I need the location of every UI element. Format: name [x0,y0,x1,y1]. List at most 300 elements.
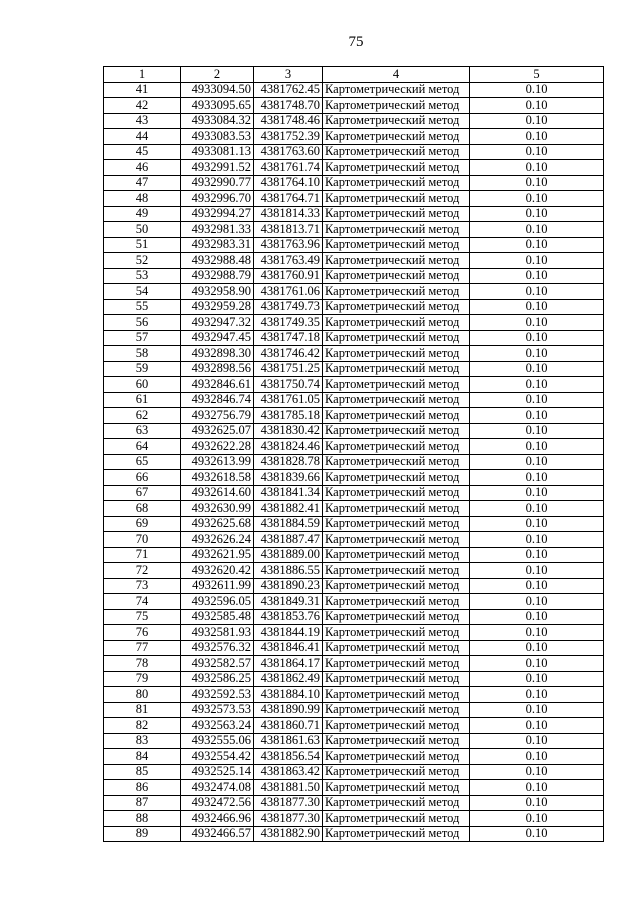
cell-method: Картометрический метод [323,253,470,269]
cell-x-coordinate: 4932620.42 [181,563,254,579]
cell-y-coordinate: 4381839.66 [254,470,323,486]
table-row [104,268,604,284]
cell-x-coordinate: 4932613.99 [181,454,254,470]
cell-y-coordinate: 4381860.71 [254,718,323,734]
cell-accuracy: 0.10 [470,129,604,145]
cell-y-coordinate: 4381747.18 [254,330,323,346]
cell-x-coordinate: 4932576.32 [181,640,254,656]
table-row [104,780,604,796]
cell-method: Картометрический метод [323,656,470,672]
cell-accuracy: 0.10 [470,98,604,114]
cell-point-number: 51 [104,237,181,253]
cell-x-coordinate: 4932596.05 [181,594,254,610]
table-row [104,718,604,734]
cell-y-coordinate: 4381762.45 [254,82,323,98]
cell-accuracy: 0.10 [470,656,604,672]
cell-y-coordinate: 4381813.71 [254,222,323,238]
cell-method: Картометрический метод [323,826,470,842]
table-row [104,516,604,532]
cell-x-coordinate: 4932563.24 [181,718,254,734]
cell-accuracy: 0.10 [470,113,604,129]
cell-x-coordinate: 4932586.25 [181,671,254,687]
cell-y-coordinate: 4381750.74 [254,377,323,393]
cell-method: Картометрический метод [323,485,470,501]
cell-accuracy: 0.10 [470,423,604,439]
cell-point-number: 42 [104,98,181,114]
table-row [104,563,604,579]
cell-x-coordinate: 4932898.30 [181,346,254,362]
cell-method: Картометрический метод [323,160,470,176]
cell-method: Картометрический метод [323,780,470,796]
cell-point-number: 87 [104,795,181,811]
cell-accuracy: 0.10 [470,470,604,486]
cell-y-coordinate: 4381814.33 [254,206,323,222]
cell-point-number: 86 [104,780,181,796]
table-row [104,160,604,176]
cell-point-number: 68 [104,501,181,517]
cell-method: Картометрический метод [323,144,470,160]
cell-method: Картометрический метод [323,609,470,625]
cell-y-coordinate: 4381763.60 [254,144,323,160]
cell-x-coordinate: 4932525.14 [181,764,254,780]
table-row [104,749,604,765]
table-row [104,640,604,656]
cell-accuracy: 0.10 [470,439,604,455]
cell-method: Картометрический метод [323,268,470,284]
cell-method: Картометрический метод [323,82,470,98]
cell-accuracy: 0.10 [470,516,604,532]
cell-point-number: 52 [104,253,181,269]
table-row [104,733,604,749]
table-row [104,144,604,160]
cell-point-number: 75 [104,609,181,625]
cell-y-coordinate: 4381763.96 [254,237,323,253]
cell-x-coordinate: 4933081.13 [181,144,254,160]
cell-x-coordinate: 4932981.33 [181,222,254,238]
table-row [104,113,604,129]
cell-accuracy: 0.10 [470,408,604,424]
cell-y-coordinate: 4381884.10 [254,687,323,703]
cell-y-coordinate: 4381884.59 [254,516,323,532]
cell-method: Картометрический метод [323,764,470,780]
cell-method: Картометрический метод [323,594,470,610]
cell-x-coordinate: 4932611.99 [181,578,254,594]
cell-point-number: 65 [104,454,181,470]
page-number: 75 [348,34,364,50]
cell-y-coordinate: 4381828.78 [254,454,323,470]
cell-y-coordinate: 4381846.41 [254,640,323,656]
cell-accuracy: 0.10 [470,237,604,253]
cell-method: Картометрический метод [323,470,470,486]
cell-point-number: 88 [104,811,181,827]
table-row [104,330,604,346]
cell-accuracy: 0.10 [470,206,604,222]
table-row [104,191,604,207]
table-row [104,470,604,486]
column-header-4: 4 [323,67,470,83]
cell-accuracy: 0.10 [470,191,604,207]
table-row [104,439,604,455]
table-row [104,625,604,641]
cell-accuracy: 0.10 [470,346,604,362]
column-header-1: 1 [104,67,181,83]
cell-x-coordinate: 4932474.08 [181,780,254,796]
cell-x-coordinate: 4932622.28 [181,439,254,455]
cell-accuracy: 0.10 [470,764,604,780]
coordinates-table [103,66,604,842]
cell-point-number: 64 [104,439,181,455]
cell-x-coordinate: 4932991.52 [181,160,254,176]
cell-point-number: 43 [104,113,181,129]
table-row [104,408,604,424]
cell-accuracy: 0.10 [470,532,604,548]
table-row [104,671,604,687]
cell-x-coordinate: 4932618.58 [181,470,254,486]
cell-method: Картометрический метод [323,795,470,811]
cell-accuracy: 0.10 [470,501,604,517]
cell-x-coordinate: 4932625.07 [181,423,254,439]
cell-accuracy: 0.10 [470,284,604,300]
cell-y-coordinate: 4381746.42 [254,346,323,362]
cell-method: Картометрический метод [323,547,470,563]
cell-y-coordinate: 4381824.46 [254,439,323,455]
cell-accuracy: 0.10 [470,702,604,718]
cell-point-number: 80 [104,687,181,703]
cell-accuracy: 0.10 [470,609,604,625]
table-row [104,578,604,594]
table-row [104,129,604,145]
cell-point-number: 60 [104,377,181,393]
cell-point-number: 85 [104,764,181,780]
cell-method: Картометрический метод [323,702,470,718]
cell-point-number: 45 [104,144,181,160]
cell-y-coordinate: 4381764.10 [254,175,323,191]
cell-accuracy: 0.10 [470,733,604,749]
cell-x-coordinate: 4933095.65 [181,98,254,114]
cell-y-coordinate: 4381760.91 [254,268,323,284]
cell-accuracy: 0.10 [470,253,604,269]
cell-point-number: 50 [104,222,181,238]
cell-y-coordinate: 4381761.74 [254,160,323,176]
cell-accuracy: 0.10 [470,826,604,842]
cell-x-coordinate: 4932573.53 [181,702,254,718]
cell-method: Картометрический метод [323,811,470,827]
cell-method: Картометрический метод [323,749,470,765]
cell-y-coordinate: 4381830.42 [254,423,323,439]
cell-accuracy: 0.10 [470,377,604,393]
table-row [104,547,604,563]
cell-y-coordinate: 4381748.46 [254,113,323,129]
cell-point-number: 79 [104,671,181,687]
cell-accuracy: 0.10 [470,144,604,160]
cell-accuracy: 0.10 [470,811,604,827]
cell-point-number: 70 [104,532,181,548]
cell-accuracy: 0.10 [470,299,604,315]
cell-method: Картометрический метод [323,671,470,687]
cell-y-coordinate: 4381890.23 [254,578,323,594]
cell-point-number: 63 [104,423,181,439]
cell-y-coordinate: 4381856.54 [254,749,323,765]
cell-point-number: 76 [104,625,181,641]
cell-point-number: 46 [104,160,181,176]
cell-method: Картометрический метод [323,718,470,734]
cell-point-number: 72 [104,563,181,579]
cell-x-coordinate: 4932959.28 [181,299,254,315]
cell-method: Картометрический метод [323,330,470,346]
cell-x-coordinate: 4933084.32 [181,113,254,129]
table-row [104,222,604,238]
cell-x-coordinate: 4932630.99 [181,501,254,517]
cell-method: Картометрический метод [323,392,470,408]
cell-x-coordinate: 4932472.56 [181,795,254,811]
cell-accuracy: 0.10 [470,687,604,703]
table-row [104,253,604,269]
cell-x-coordinate: 4932554.42 [181,749,254,765]
cell-point-number: 78 [104,656,181,672]
table-row [104,82,604,98]
cell-accuracy: 0.10 [470,749,604,765]
cell-accuracy: 0.10 [470,82,604,98]
cell-y-coordinate: 4381752.39 [254,129,323,145]
cell-y-coordinate: 4381877.30 [254,795,323,811]
cell-accuracy: 0.10 [470,268,604,284]
cell-method: Картометрический метод [323,532,470,548]
cell-y-coordinate: 4381844.19 [254,625,323,641]
column-header-3: 3 [254,67,323,83]
cell-method: Картометрический метод [323,113,470,129]
cell-point-number: 73 [104,578,181,594]
cell-accuracy: 0.10 [470,640,604,656]
cell-point-number: 61 [104,392,181,408]
cell-method: Картометрический метод [323,222,470,238]
cell-accuracy: 0.10 [470,671,604,687]
cell-x-coordinate: 4932555.06 [181,733,254,749]
cell-x-coordinate: 4932996.70 [181,191,254,207]
cell-x-coordinate: 4932756.79 [181,408,254,424]
cell-y-coordinate: 4381889.00 [254,547,323,563]
cell-method: Картометрический метод [323,578,470,594]
cell-point-number: 62 [104,408,181,424]
cell-method: Картометрический метод [323,175,470,191]
cell-x-coordinate: 4933094.50 [181,82,254,98]
cell-accuracy: 0.10 [470,780,604,796]
cell-accuracy: 0.10 [470,563,604,579]
cell-x-coordinate: 4932958.90 [181,284,254,300]
column-header-2: 2 [181,67,254,83]
cell-accuracy: 0.10 [470,160,604,176]
cell-y-coordinate: 4381785.18 [254,408,323,424]
cell-accuracy: 0.10 [470,594,604,610]
cell-x-coordinate: 4932592.53 [181,687,254,703]
cell-y-coordinate: 4381761.05 [254,392,323,408]
cell-y-coordinate: 4381882.90 [254,826,323,842]
cell-point-number: 74 [104,594,181,610]
cell-y-coordinate: 4381763.49 [254,253,323,269]
cell-point-number: 54 [104,284,181,300]
cell-x-coordinate: 4932898.56 [181,361,254,377]
table-row [104,392,604,408]
cell-method: Картометрический метод [323,377,470,393]
cell-point-number: 49 [104,206,181,222]
cell-accuracy: 0.10 [470,578,604,594]
cell-x-coordinate: 4932988.48 [181,253,254,269]
cell-y-coordinate: 4381887.47 [254,532,323,548]
cell-x-coordinate: 4932947.45 [181,330,254,346]
cell-accuracy: 0.10 [470,175,604,191]
cell-method: Картометрический метод [323,98,470,114]
cell-x-coordinate: 4932846.61 [181,377,254,393]
table-row [104,98,604,114]
column-header-5: 5 [470,67,604,83]
cell-point-number: 89 [104,826,181,842]
cell-point-number: 84 [104,749,181,765]
cell-point-number: 48 [104,191,181,207]
table-row [104,315,604,331]
cell-accuracy: 0.10 [470,361,604,377]
cell-method: Картометрический метод [323,129,470,145]
cell-method: Картометрический метод [323,687,470,703]
cell-y-coordinate: 4381890.99 [254,702,323,718]
cell-accuracy: 0.10 [470,330,604,346]
cell-method: Картометрический метод [323,346,470,362]
table-row [104,206,604,222]
cell-x-coordinate: 4932846.74 [181,392,254,408]
cell-accuracy: 0.10 [470,795,604,811]
cell-y-coordinate: 4381749.35 [254,315,323,331]
cell-point-number: 44 [104,129,181,145]
table-row [104,702,604,718]
cell-x-coordinate: 4932947.32 [181,315,254,331]
cell-accuracy: 0.10 [470,485,604,501]
cell-accuracy: 0.10 [470,222,604,238]
cell-y-coordinate: 4381853.76 [254,609,323,625]
cell-method: Картометрический метод [323,501,470,517]
cell-y-coordinate: 4381749.73 [254,299,323,315]
cell-accuracy: 0.10 [470,718,604,734]
cell-y-coordinate: 4381864.17 [254,656,323,672]
table-body [104,82,604,842]
cell-y-coordinate: 4381861.63 [254,733,323,749]
cell-point-number: 69 [104,516,181,532]
table-row [104,284,604,300]
table-row [104,175,604,191]
cell-x-coordinate: 4932621.95 [181,547,254,563]
cell-point-number: 57 [104,330,181,346]
cell-y-coordinate: 4381841.34 [254,485,323,501]
cell-method: Картометрический метод [323,408,470,424]
cell-accuracy: 0.10 [470,625,604,641]
table-row [104,609,604,625]
cell-point-number: 53 [104,268,181,284]
cell-x-coordinate: 4932626.24 [181,532,254,548]
cell-method: Картометрический метод [323,454,470,470]
cell-point-number: 56 [104,315,181,331]
cell-point-number: 81 [104,702,181,718]
table-row [104,423,604,439]
cell-accuracy: 0.10 [470,454,604,470]
cell-method: Картометрический метод [323,206,470,222]
cell-x-coordinate: 4932994.27 [181,206,254,222]
cell-x-coordinate: 4932466.57 [181,826,254,842]
cell-point-number: 77 [104,640,181,656]
cell-x-coordinate: 4933083.53 [181,129,254,145]
cell-method: Картометрический метод [323,563,470,579]
cell-y-coordinate: 4381863.42 [254,764,323,780]
table-row [104,377,604,393]
cell-y-coordinate: 4381862.49 [254,671,323,687]
cell-accuracy: 0.10 [470,547,604,563]
table-row [104,532,604,548]
cell-x-coordinate: 4932990.77 [181,175,254,191]
cell-y-coordinate: 4381761.06 [254,284,323,300]
cell-method: Картометрический метод [323,284,470,300]
cell-method: Картометрический метод [323,191,470,207]
table-row [104,237,604,253]
cell-x-coordinate: 4932581.93 [181,625,254,641]
table-row [104,454,604,470]
table-row [104,826,604,842]
table-row [104,361,604,377]
cell-method: Картометрический метод [323,423,470,439]
cell-y-coordinate: 4381882.41 [254,501,323,517]
table-row [104,764,604,780]
cell-point-number: 55 [104,299,181,315]
cell-accuracy: 0.10 [470,392,604,408]
cell-x-coordinate: 4932582.57 [181,656,254,672]
cell-method: Картометрический метод [323,237,470,253]
cell-y-coordinate: 4381764.71 [254,191,323,207]
cell-y-coordinate: 4381877.30 [254,811,323,827]
table-row [104,346,604,362]
table-row [104,795,604,811]
table-header-row [104,67,604,83]
cell-y-coordinate: 4381748.70 [254,98,323,114]
table-row [104,687,604,703]
cell-method: Картометрический метод [323,439,470,455]
cell-y-coordinate: 4381751.25 [254,361,323,377]
cell-point-number: 66 [104,470,181,486]
cell-point-number: 67 [104,485,181,501]
cell-point-number: 58 [104,346,181,362]
table-row [104,501,604,517]
cell-y-coordinate: 4381881.50 [254,780,323,796]
cell-method: Картометрический метод [323,625,470,641]
cell-point-number: 59 [104,361,181,377]
table-row [104,299,604,315]
cell-x-coordinate: 4932625.68 [181,516,254,532]
cell-method: Картометрический метод [323,516,470,532]
cell-method: Картометрический метод [323,315,470,331]
table-row [104,656,604,672]
cell-x-coordinate: 4932466.96 [181,811,254,827]
cell-point-number: 82 [104,718,181,734]
cell-y-coordinate: 4381886.55 [254,563,323,579]
cell-method: Картометрический метод [323,361,470,377]
cell-method: Картометрический метод [323,640,470,656]
cell-x-coordinate: 4932585.48 [181,609,254,625]
cell-accuracy: 0.10 [470,315,604,331]
cell-x-coordinate: 4932614.60 [181,485,254,501]
cell-point-number: 71 [104,547,181,563]
cell-point-number: 47 [104,175,181,191]
cell-method: Картометрический метод [323,733,470,749]
cell-x-coordinate: 4932983.31 [181,237,254,253]
table-row [104,811,604,827]
table-row [104,594,604,610]
cell-point-number: 83 [104,733,181,749]
cell-y-coordinate: 4381849.31 [254,594,323,610]
table-row [104,485,604,501]
